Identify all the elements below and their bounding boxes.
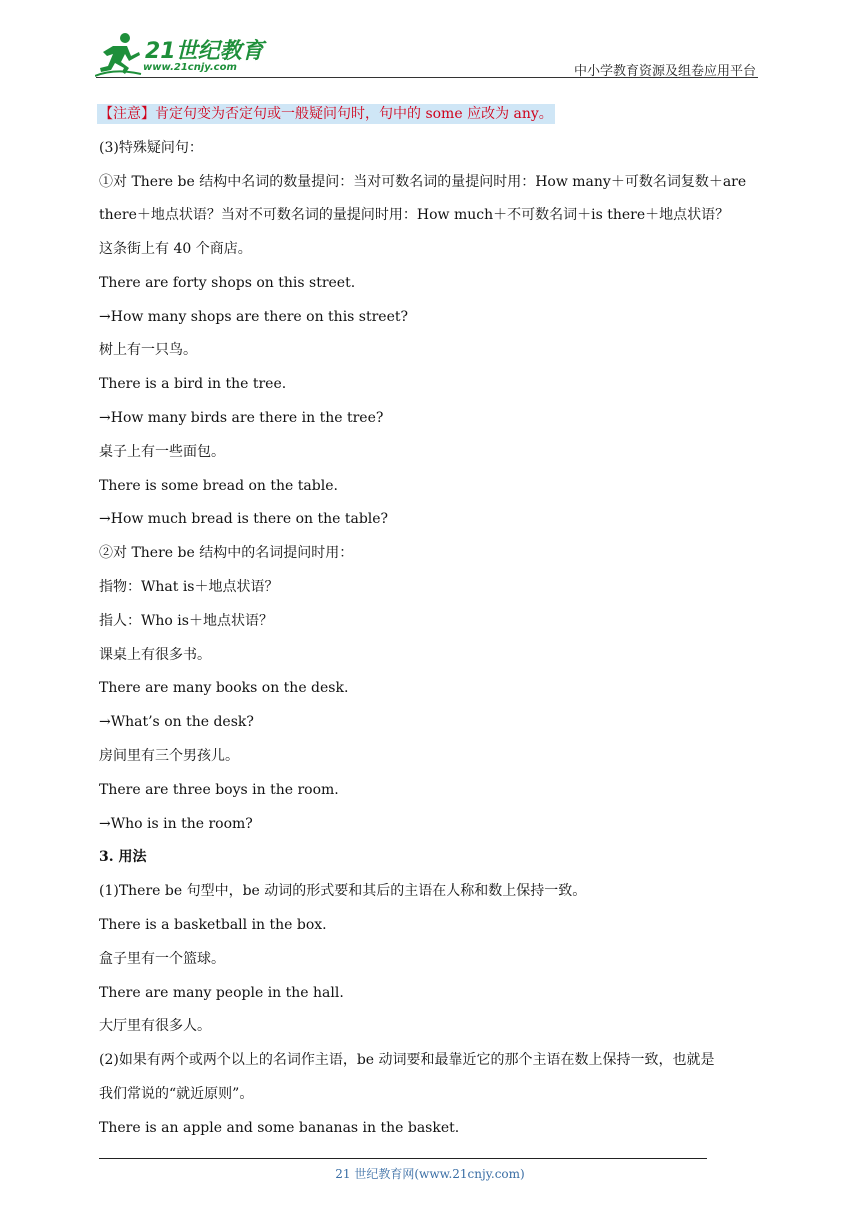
text-line: ①对 There be 结构中名词的数量提问：当对可数名词的量提问时用：How many＋可数名词复数＋are <box>99 174 747 190</box>
text-line: 这条街上有 40 个商店。 <box>99 241 252 257</box>
text-line: →How many shops are there on this street? <box>99 309 409 325</box>
footer-divider <box>99 1158 707 1159</box>
text-line: 指人：Who is＋地点状语？ <box>99 613 273 629</box>
text-line: There are forty shops on this street. <box>99 275 356 291</box>
text-line: there＋地点状语？当对不可数名词的量提问时用：How much＋不可数名词＋is there＋地点状语？ <box>99 207 730 223</box>
text-line: There is a bird in the tree. <box>99 376 287 392</box>
text-line: (2)如果有两个或两个以上的名词作主语，be 动词要和最靠近它的那个主语在数上保持一致，也就是 <box>99 1052 715 1068</box>
runner-icon <box>95 32 143 78</box>
text-line: There is a basketball in the box. <box>99 917 327 933</box>
text-line: (1)There be 句型中，be 动词的形式要和其后的主语在人称和数上保持一致。 <box>99 883 587 899</box>
text-line: 盒子里有一个篮球。 <box>99 951 225 967</box>
footer-link[interactable]: 21 世纪教育网(www.21cnjy.com) <box>335 1167 525 1181</box>
text-line: 大厅里有很多人。 <box>99 1018 211 1034</box>
text-line: →What’s on the desk? <box>99 714 254 730</box>
text-line: There are many books on the desk. <box>99 680 349 696</box>
section-heading: 3. 用法 <box>99 849 147 865</box>
text-line: There are three boys in the room. <box>99 782 339 798</box>
text-line: There are many people in the hall. <box>99 985 344 1001</box>
note-line: 【注意】肯定句变为否定句或一般疑问句时，句中的 some 应改为 any。 <box>99 106 553 122</box>
header-divider <box>96 77 758 78</box>
text-line: ②对 There be 结构中的名词提问时用： <box>99 545 354 561</box>
text-line: 房间里有三个男孩儿。 <box>99 748 239 764</box>
site-logo[interactable] <box>95 32 265 80</box>
text-line: 指物：What is＋地点状语？ <box>99 579 279 595</box>
text-line: →How much bread is there on the table? <box>99 511 389 527</box>
header-platform-text: 中小学教育资源及组卷应用平台 <box>573 64 756 79</box>
text-line: (3)特殊疑问句： <box>99 140 203 156</box>
logo-url: www.21cnjy.com <box>143 62 237 73</box>
text-line: There is an apple and some bananas in the basket. <box>99 1120 460 1136</box>
text-line: →How many birds are there in the tree? <box>99 410 384 426</box>
text-line: 课桌上有很多书。 <box>99 647 211 663</box>
logo-title: 21世纪教育 <box>145 39 264 64</box>
text-line: 桌子上有一些面包。 <box>99 444 225 460</box>
text-line: →Who is in the room? <box>99 816 253 832</box>
page-header <box>0 0 860 80</box>
text-line: There is some bread on the table. <box>99 478 338 494</box>
text-line: 树上有一只鸟。 <box>99 342 197 358</box>
text-line: 我们常说的“就近原则”。 <box>99 1086 254 1102</box>
